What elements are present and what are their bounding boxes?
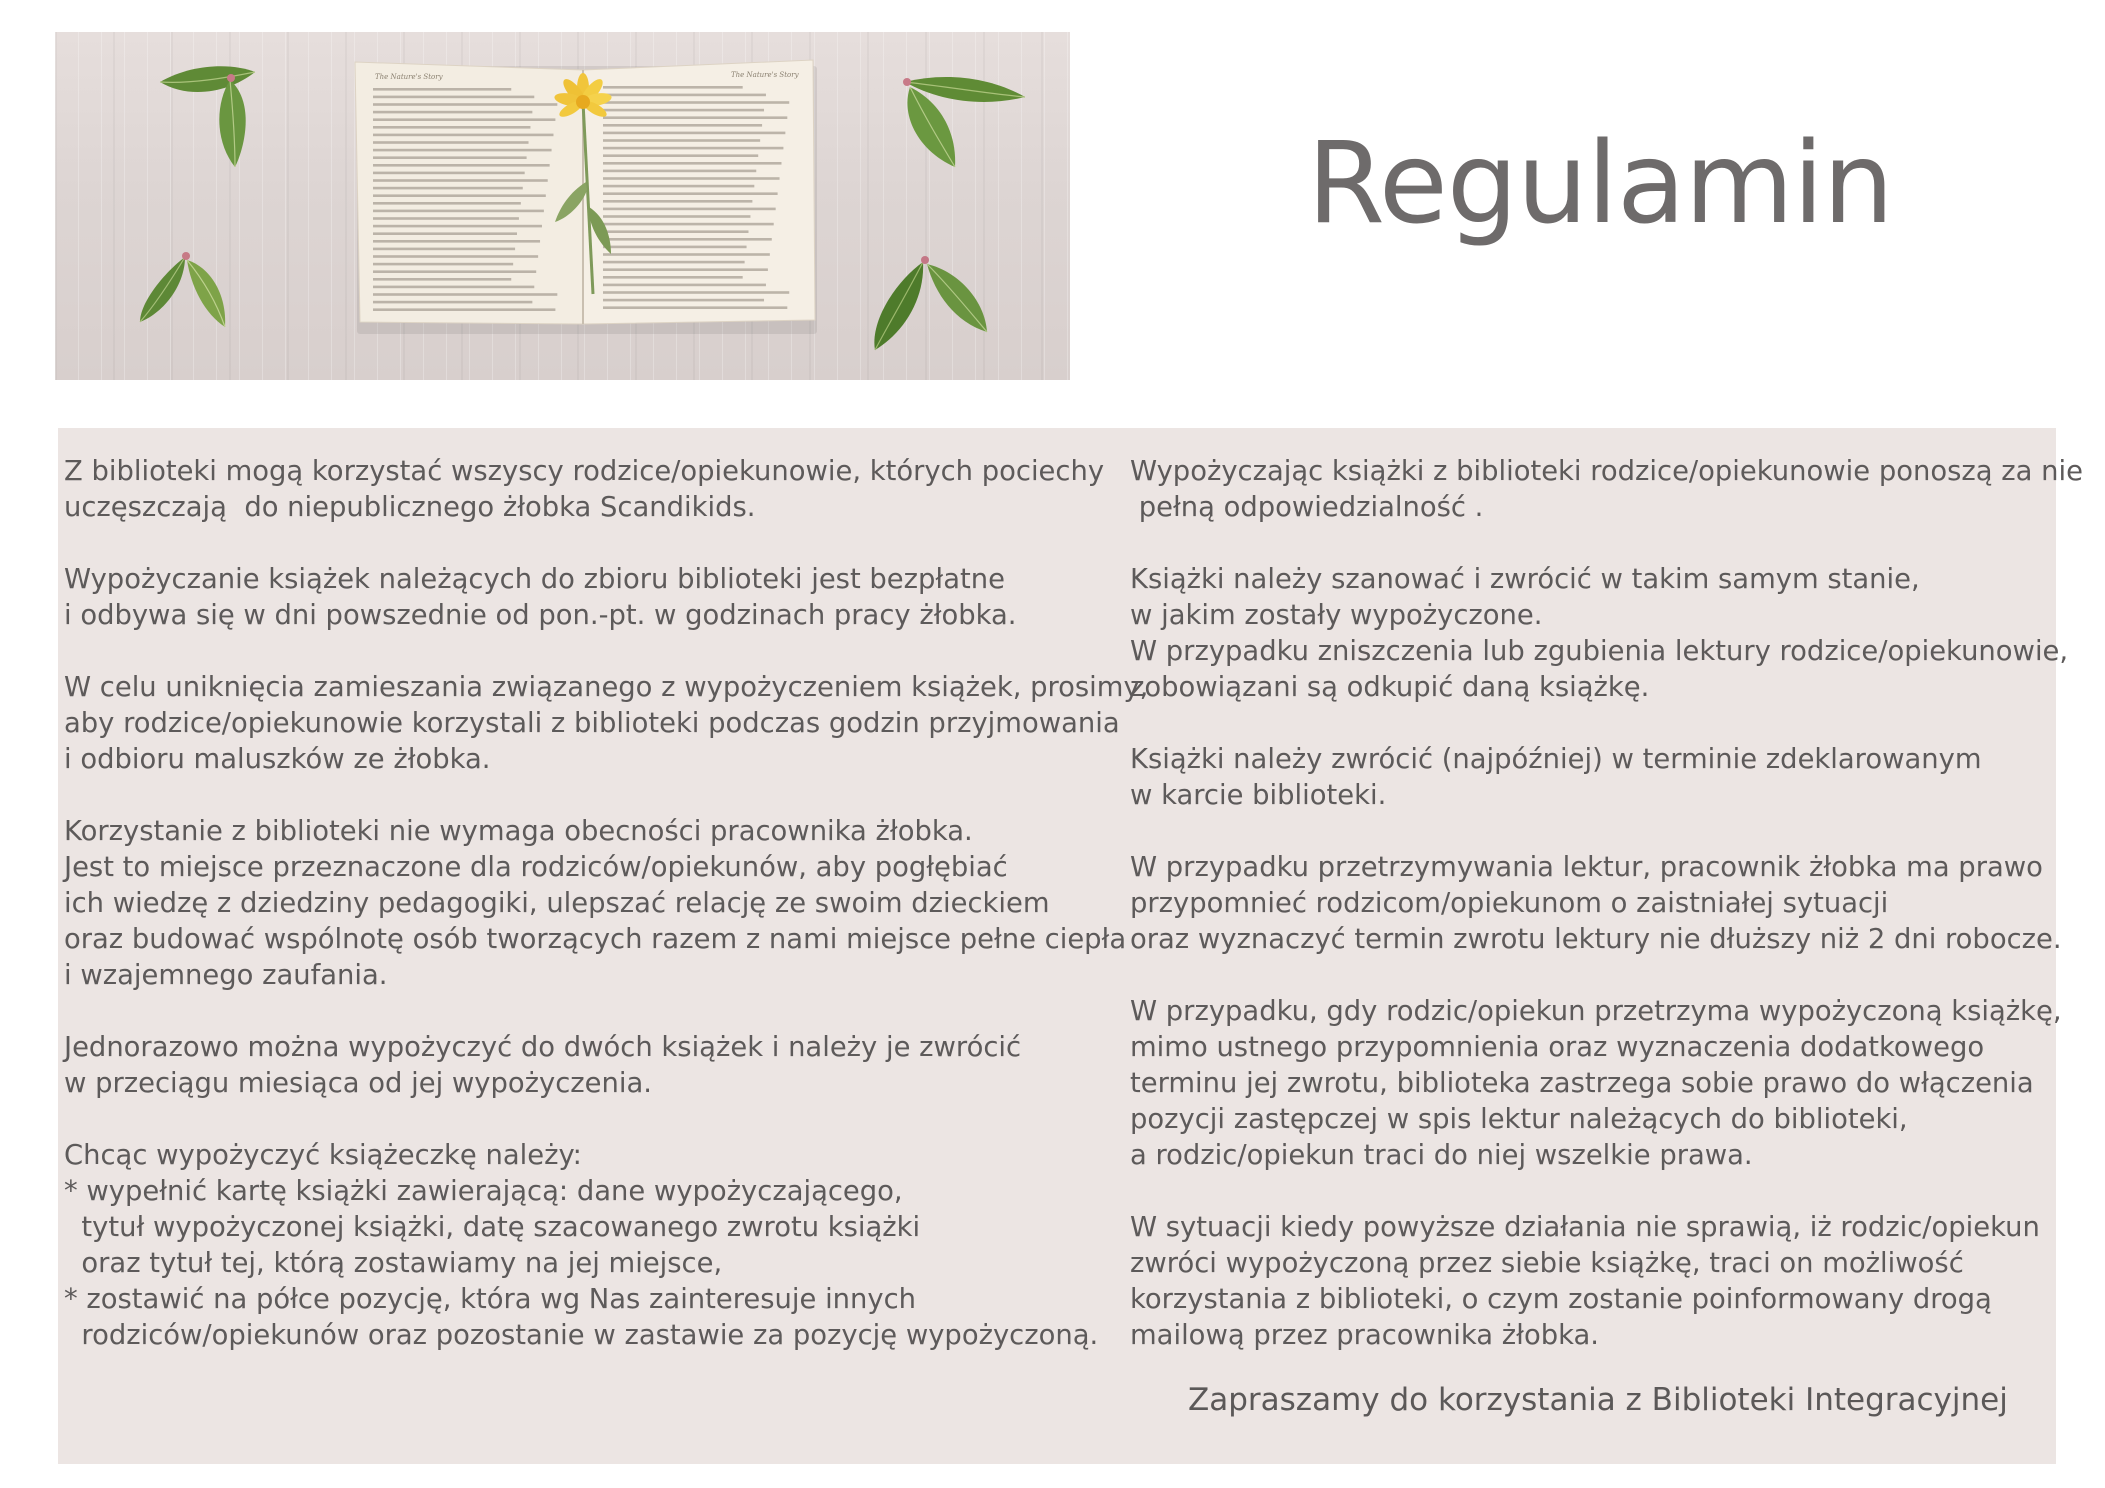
rule-line: oraz budować wspólnotę osób tworzących razem z nami miejsce pełne ciepła: [64, 924, 1127, 955]
rule-line: Jednorazowo można wypożyczyć do dwóch książek i należy je zwrócić: [64, 1032, 1022, 1063]
page-title: Regulamin: [1307, 119, 1893, 249]
rule-paragraph: [64, 670, 1149, 778]
rule-line: Z biblioteki mogą korzystać wszyscy rodzice/opiekunowie, których pociechy: [64, 456, 1105, 487]
rule-line: w jakim zostały wypożyczone.: [1130, 600, 1543, 631]
rule-line: oraz tytuł tej, którą zostawiamy na jej miejsce,: [64, 1248, 723, 1279]
rule-paragraph: [1130, 454, 2083, 526]
rule-line: pozycji zastępczej w spis lektur należących do biblioteki,: [1130, 1104, 1908, 1135]
rule-line: * wypełnić kartę książki zawierającą: dane wypożyczającego,: [64, 1176, 903, 1207]
rule-paragraph: [64, 454, 1104, 526]
rule-line: Chcąc wypożyczyć książeczkę należy:: [64, 1140, 582, 1171]
rule-line: a rodzic/opiekun traci do niej wszelkie prawa.: [1130, 1140, 1753, 1171]
rule-line: pełną odpowiedzialność .: [1130, 492, 1484, 523]
rule-line: W przypadku przetrzymywania lektur, pracownik żłobka ma prawo: [1130, 852, 2043, 883]
book-header-left: The Nature's Story: [375, 73, 443, 81]
rule-line: W przypadku, gdy rodzic/opiekun przetrzyma wypożyczoną książkę,: [1130, 996, 2062, 1027]
rule-line: W celu uniknięcia zamieszania związanego z wypożyczeniem książek, prosimy,: [64, 672, 1149, 703]
rule-line: i wzajemnego zaufania.: [64, 960, 388, 991]
rule-line: ich wiedzę z dziedziny pedagogiki, ulepszać relację ze swoim dzieckiem: [64, 888, 1050, 919]
rule-paragraph: [64, 814, 1127, 994]
rule-line: Korzystanie z biblioteki nie wymaga obecności pracownika żłobka.: [64, 816, 973, 847]
rule-line: Wypożyczając książki z biblioteki rodzice/opiekunowie ponoszą za nie: [1130, 456, 2083, 487]
rule-line: mailową przez pracownika żłobka.: [1130, 1320, 1599, 1351]
rule-line: w przeciągu miesiąca od jej wypożyczenia.: [64, 1068, 652, 1099]
rule-line: Jest to miejsce przeznaczone dla rodziców/opiekunów, aby pogłębiać: [64, 852, 1008, 883]
book-header-right: The Nature's Story: [731, 71, 799, 79]
rule-line: aby rodzice/opiekunowie korzystali z biblioteki podczas godzin przyjmowania: [64, 708, 1120, 739]
rule-paragraph: [64, 1138, 1104, 1354]
rule-line: terminu jej zwrotu, biblioteka zastrzega sobie prawo do włączenia: [1130, 1068, 2034, 1099]
rule-line: W sytuacji kiedy powyższe działania nie sprawią, iż rodzic/opiekun: [1130, 1212, 2040, 1243]
leaves-top-right-icon: [903, 77, 1025, 167]
leaves-bottom-left-icon: [140, 252, 225, 327]
leaves-top-left-icon: [160, 66, 255, 167]
leaves-bottom-right-icon: [874, 256, 987, 350]
rule-paragraph: [1130, 850, 2062, 958]
rule-line: korzystania z biblioteki, o czym zostanie poinformowany drogą: [1130, 1284, 1992, 1315]
rule-line: w karcie biblioteki.: [1130, 780, 1387, 811]
rule-paragraph: [1130, 562, 2069, 706]
rule-line: uczęszczają do niepublicznego żłobka Scandikids.: [64, 492, 756, 523]
rule-paragraph: [1130, 994, 2062, 1174]
rule-paragraph: [1130, 742, 2050, 814]
open-book-illustration: [55, 32, 1070, 380]
rule-line: tytuł wypożyczonej książki, datę szacowanego zwrotu książki: [64, 1212, 921, 1243]
rules-right-column: [1130, 454, 2083, 1390]
rule-line: i odbioru maluszków ze żłobka.: [64, 744, 491, 775]
rule-line: Wypożyczanie książek należących do zbioru biblioteki jest bezpłatne: [64, 564, 1005, 595]
rule-paragraph: [1130, 1210, 2050, 1354]
closing-invitation: Zapraszamy do korzystania z Biblioteki Integracyjnej: [1188, 1382, 2008, 1418]
rule-line: mimo ustnego przypomnienia oraz wyznaczenia dodatkowego: [1130, 1032, 1985, 1063]
rule-line: i odbywa się w dni powszednie od pon.-pt. w godzinach pracy żłobka.: [64, 600, 1017, 631]
hero-image: [55, 32, 1070, 380]
rule-line: W przypadku zniszczenia lub zgubienia lektury rodzice/opiekunowie,: [1130, 636, 2069, 667]
rule-line: * zostawić na półce pozycję, która wg Nas zainteresuje innych: [64, 1284, 917, 1315]
rule-line: zobowiązani są odkupić daną książkę.: [1130, 672, 1650, 703]
rule-line: przypomnieć rodzicom/opiekunom o zaistniałej sytuacji: [1130, 888, 1889, 919]
rule-line: rodziców/opiekunów oraz pozostanie w zastawie za pozycję wypożyczoną.: [64, 1320, 1099, 1351]
rule-paragraph: [64, 1030, 1104, 1102]
rule-line: zwróci wypożyczoną przez siebie książkę, traci on możliwość: [1130, 1248, 1964, 1279]
rules-left-column: [64, 454, 1149, 1390]
rule-paragraph: [64, 562, 1104, 634]
rule-line: oraz wyznaczyć termin zwrotu lektury nie dłuższy niż 2 dni robocze.: [1130, 924, 2062, 955]
rule-line: Książki należy zwrócić (najpóźniej) w terminie zdeklarowanym: [1130, 744, 1982, 775]
rules-panel: [58, 428, 2083, 1464]
rule-line: Książki należy szanować i zwrócić w takim samym stanie,: [1130, 564, 1920, 595]
